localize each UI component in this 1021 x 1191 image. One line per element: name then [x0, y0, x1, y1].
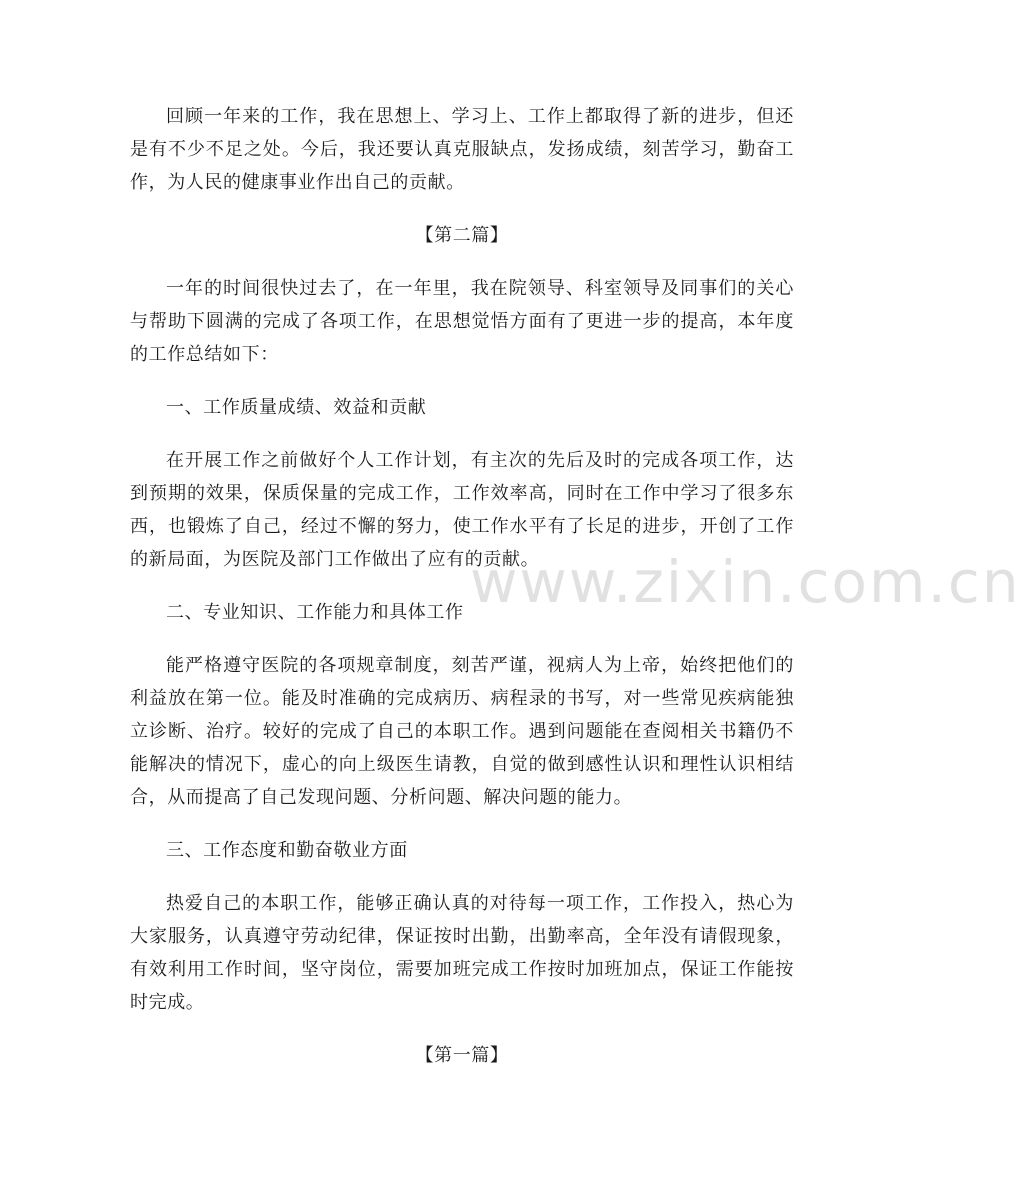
document-body — [130, 100, 794, 1072]
watermark-text: www.zixin.com.cn — [470, 548, 1021, 616]
paragraph-quality: 在开展工作之前做好个人工作计划，有主次的先后及时的完成各项工作，达到预期的效果，保质保量的完成工作，工作效率高，同时在工作中学习了很多东西，也锻炼了自己，经过不懈的努力，使工作水平有了长足的进步，开创了工作的新局面，为医院及部门工作做出了应有的贡献。 — [130, 450, 794, 570]
paragraph-review: 回顾一年来的工作，我在思想上、学习上、工作上都取得了新的进步，但还是有不少不足之处。今后，我还要认真克服缺点，发扬成绩，刻苦学习，勤奋工作，为人民的健康事业作出自己的贡献。 — [130, 106, 794, 193]
heading-knowledge: 二、专业知识、工作能力和具体工作 — [166, 602, 464, 623]
paragraph-knowledge: 能严格遵守医院的各项规章制度，刻苦严谨，视病人为上帝，始终把他们的利益放在第一位。能及时准确的完成病历、病程录的书写，对一些常见疾病能独立诊断、治疗。较好的完成了自己的本职工作。遇到问题能在查阅相关书籍仍不能解决的情况下，虚心的向上级医生请教，自觉的做到感性认识和理性认识相结合，从而提高了自己发现问题、分析问题、解决问题的能力。 — [130, 655, 794, 808]
paragraph-intro: 一年的时间很快过去了，在一年里，我在院领导、科室领导及同事们的关心与帮助下圆满的完成了各项工作，在思想觉悟方面有了更进一步的提高，本年度的工作总结如下： — [130, 278, 794, 365]
section-title-first: 【第一篇】 — [415, 1045, 509, 1066]
section-title-second: 【第二篇】 — [415, 225, 509, 246]
paragraph-attitude: 热爱自己的本职工作，能够正确认真的对待每一项工作，工作投入，热心为大家服务，认真遵守劳动纪律，保证按时出勤，出勤率高，全年没有请假现象，有效利用工作时间，坚守岗位，需要加班完成工作按时加班加点，保证工作能按时完成。 — [130, 893, 794, 1013]
heading-attitude: 三、工作态度和勤奋敬业方面 — [166, 840, 408, 861]
heading-quality: 一、工作质量成绩、效益和贡献 — [166, 397, 427, 418]
